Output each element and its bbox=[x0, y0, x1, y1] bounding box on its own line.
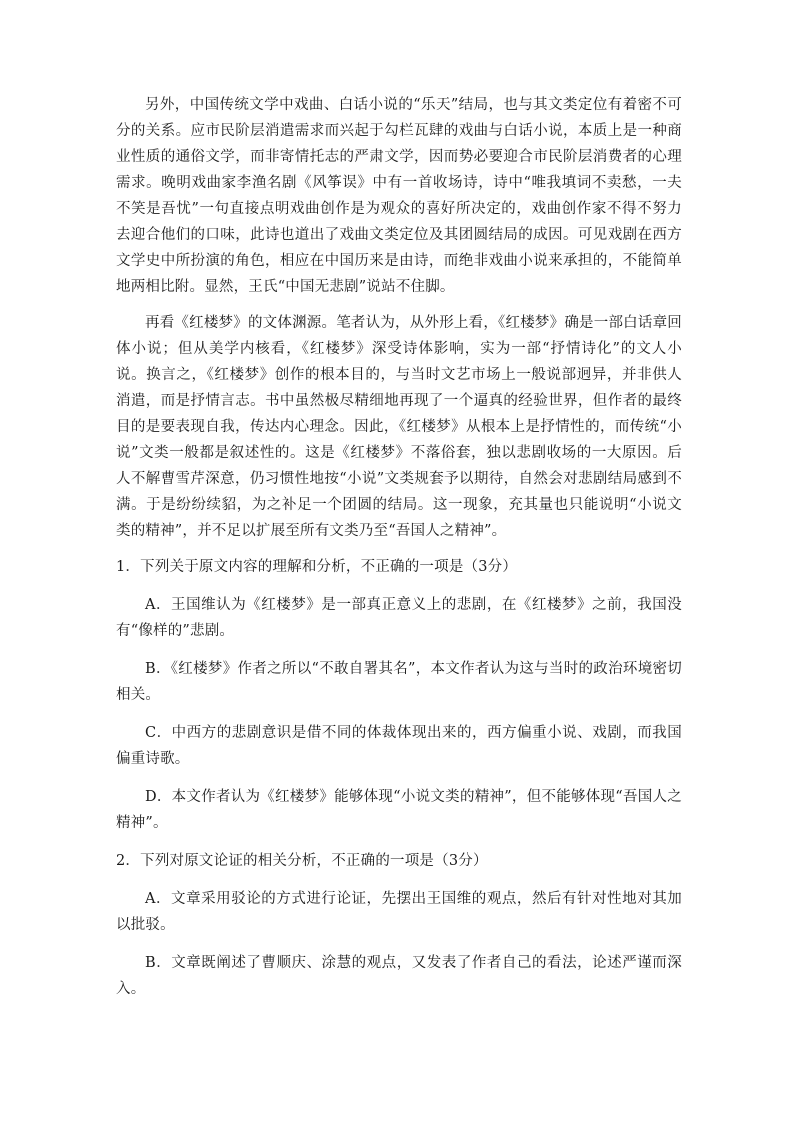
passage-paragraph-1: 另外，中国传统文学中戏曲、白话小说的“乐天”结局，也与其文类定位有着密不可分的关系。应市民阶层消遣需求而兴起于勾栏瓦肆的戏曲与白话小说，本质上是一种商业性质的通俗文学，而非寄情托志的严肃文学，因而势必要迎合市民阶层消费者的心理需求。晚明戏曲家李渔名剧《风筝误》中有一首收场诗，诗中“唯我填词不卖愁，一夫不笑是吾忧”一句直接点明戏曲创作是为观众的喜好所决定的，戏曲创作家不得不努力去迎合他们的口味，此诗也道出了戏曲文类定位及其团圆结局的成因。可见戏剧在西方文学史中所扮演的角色，相应在中国历来是由诗，而绝非戏曲小说来承担的，不能简单地两相比附。显然，王氏“中国无悲剧”说站不住脚。 bbox=[116, 97, 682, 295]
question-2 bbox=[116, 848, 682, 1002]
question-1-option-a: A．王国维认为《红楼梦》是一部真正意义上的悲剧，在《红楼梦》之前，我国没有“像样的”悲剧。 bbox=[116, 597, 682, 639]
question-1 bbox=[116, 554, 682, 836]
question-1-title: 1．下列关于原文内容的理解和分析，不正确的一项是（3分） bbox=[116, 559, 518, 575]
question-1-option-b: B．《红楼梦》作者之所以“不敢自署其名”，本文作者认为这与当时的政治环境密切相关。 bbox=[116, 661, 682, 703]
question-2-option-a: A．文章采用驳论的方式进行论证，先摆出王国维的观点，然后有针对性地对其加以批驳。 bbox=[116, 891, 682, 933]
passage-paragraph-2: 再看《红楼梦》的文体渊源。笔者认为，从外形上看，《红楼梦》确是一部白话章回体小说；但从美学内核看，《红楼梦》深受诗体影响，实为一部“抒情诗化”的文人小说。换言之，《红楼梦》创作的根本目的，与当时文艺市场上一般说部迥异，并非供人消遣，而是抒情言志。书中虽然极尽精细地再现了一个逼真的经验世界，但作者的最终目的是要表现自我，传达内心理念。因此，《红楼梦》从根本上是抒情性的，而传统“小说”文类一般都是叙述性的。这是《红楼梦》不落俗套，独以悲剧收场的一大原因。后人不解曹雪芹深意，仍习惯性地按“小说”文类规套予以期待，自然会对悲剧结局感到不满。于是纷纷续貂，为之补足一个团圆的结局。这一现象，充其量也只能说明“小说文类的精神”，并不足以扩展至所有文类乃至“吾国人之精神”。 bbox=[116, 315, 682, 539]
question-2-option-b: B．文章既阐述了曹顺庆、涂慧的观点，又发表了作者自己的看法，论述严谨而深入。 bbox=[116, 955, 682, 997]
question-1-option-c: C．中西方的悲剧意识是借不同的体裁体现出来的，西方偏重小说、戏剧，而我国偏重诗歌。 bbox=[116, 725, 682, 767]
document-page bbox=[116, 92, 682, 1014]
question-1-option-d: D．本文作者认为《红楼梦》能够体现“小说文类的精神”，但不能够体现“吾国人之精神”。 bbox=[116, 789, 682, 831]
question-2-title: 2．下列对原文论证的相关分析，不正确的一项是（3分） bbox=[116, 853, 488, 869]
